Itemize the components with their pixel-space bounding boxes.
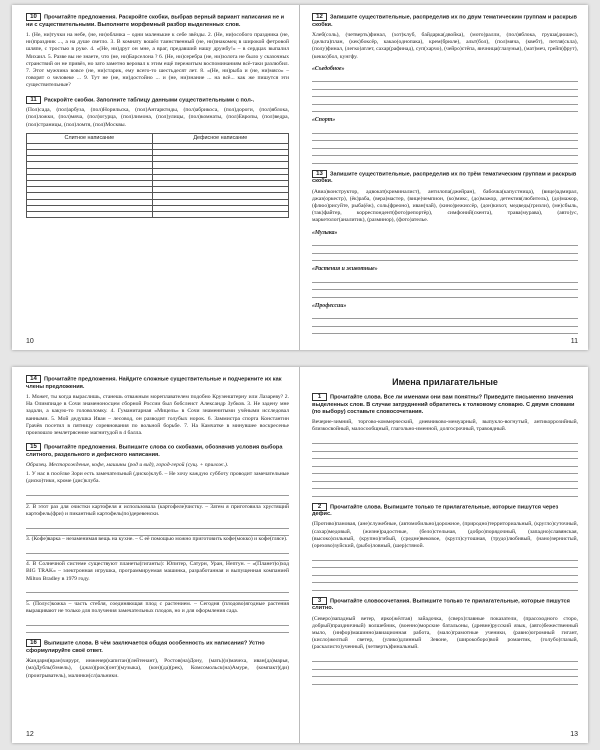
task-instruction: [312, 503, 578, 519]
instruction-text: Раскройте скобки. Заполните таблицу данными существительными с пол-.: [44, 97, 255, 103]
task-instruction: [26, 639, 289, 655]
page-number: 13: [570, 731, 578, 738]
answer-lines[interactable]: [26, 489, 289, 504]
instruction-text: Прочитайте предложения. Выпишите слова со скобками, обозначив условия выбора слитного, раздельного и дефисного написания.: [26, 444, 283, 458]
answer-lines[interactable]: [312, 126, 578, 164]
task-instruction: [26, 375, 289, 391]
task-text: Вечерне-зимний, торгово-коммерческий, дневниково-мемуарный, выпукло-вогнутый, антикоррозийный, близкосвойный, малосообщный, глагольно-именной, долгосрочный, травоядный.: [312, 419, 578, 433]
task-number: 3: [312, 597, 327, 605]
instruction-text: Выпишите слова. В чём заключается общая особенность их написания? Устно сформулируйте своё ответ.: [26, 640, 265, 654]
instruction-text: Прочитайте предложения. Найдите сложные существительные и подчеркните их как члены предложения.: [26, 376, 282, 390]
task-instruction: [26, 443, 289, 459]
task-paragraph: 5. (Полус)кожка – часть стебля, соединяющая плод с растением. – Сегодня (плодово)ягодные растения выращивают не только для получения замечательных плодов, но и для оформления сада.: [26, 600, 289, 615]
task-12: [312, 13, 578, 164]
answer-lines[interactable]: [312, 655, 578, 685]
task-paragraph: 1. У нас в посёлке Зори есть замечательный (диско)клуб. – Не хочу каждую субботу проводит замечательные (диско)тики, кроме (дис)клуба.: [26, 471, 289, 485]
task-paragraph: 3. (Кофе)варка – незаменимая вещь на кухне. – С её помощью можно приготовить кофе(мокко) и кофе(глясе).: [26, 536, 288, 543]
task-number: 14: [26, 375, 41, 383]
task-1: [312, 393, 578, 497]
task-instruction: [312, 393, 578, 416]
task-number: 16: [26, 639, 41, 647]
instruction-text: Прочитайте слова. Все ли именами они вам понятны? Приведите письменно значения выделенных слов. В случае затруднений обратитесь к толковому словарю. С двумя словами (по выбору) составьте словосочетания.: [312, 394, 575, 415]
task-instruction: [312, 170, 578, 186]
task-text: 1. (Не, ни)тучки на небе, (не, ни)облачка – одни маленькие к себе звёзды. 2. (Не, ни)особого праздника (не, ни)праздник ..., а на душе светло. 3. В комнату вошёл таинственный (не, ни)знакомец в широкой фетровой шляпе, с тростью в руке. 4. «(Не, ни)друг он мне, а враг, предавший нашу дружбу!» – в сердцах выпалил Михаил. 5. Разве вы не знаете, что (не, ни)Барселона ? 6. (Не, ни)серебра (не, ни)золота не было у сказочных странствий он не привёз, но зато заметно веровал к этим ещё пережитым воспоминаниям всё-таки разлюбил. 7. Этот мужчина вовсе (не, ни)старик, ему всего-то шестьдесят лет. 8. «(Не, ни)рыба и (не, ни)мясо» – говорят о человеке ... 9. Тут не (не, ни)достойно ... и (не, ни)знание ... на всё... как же пишутся эти существительные?: [26, 31, 289, 89]
task-number: 10: [26, 13, 41, 21]
answer-lines[interactable]: [312, 75, 578, 113]
answer-lines[interactable]: [312, 553, 578, 591]
task-text: Жандарм(вран)хирург, инженер(капитан)(лейтенант), Ростов(на)Дону, (мать)(и)мачеха, иван(да)марья, (ма)Дубль(бэмель), (джаз)(рок)(онт)(музыка), (кон)(да)(рек), Комсомольск(на)Амуре, (компакт)(ди)(проигрыватель), малинки(сл)альники.: [26, 658, 289, 679]
task-14: [26, 375, 289, 437]
group-label: «Профессии»: [312, 302, 347, 309]
answer-lines[interactable]: [312, 239, 578, 262]
table-header: Слитное написание: [27, 133, 153, 143]
answer-lines[interactable]: [26, 546, 289, 561]
task-16: [26, 639, 289, 680]
task-text: (Пол)сада, (пол)арбуза, (пол)Норильска, (пол)Антарктиды, (пол)абрикоса, (пол)дороги, (пол)яблока, (пол)ложки, (пол)мяча, (пол)огурца, (пол)лимона, (пол)улицы, (пол)комнаты, (пол)Европы, (пол)ведра, (пол)страницы, (пол)ломтя, (пол)Москвы.: [26, 107, 289, 128]
page-13: [300, 367, 588, 743]
task-number: 2: [312, 503, 327, 511]
task-number: 15: [26, 443, 41, 451]
example-text: Образец. Месторождение, кофе, машины (род и вид), город-герой (сущ. + прилож.).: [26, 462, 229, 468]
task-10: [26, 13, 289, 90]
answer-table: [26, 133, 289, 218]
task-number: 12: [312, 13, 327, 21]
task-instruction: [26, 96, 289, 105]
page-12: [12, 367, 300, 743]
task-text: (Северо)западный ветер, ярко(жёлтая) зайадочка, (сверх)главные показатели, (прасоходного сторо, добрый)праздничный) волшебник, (военно)морские батальоны, (древне)русский язык, (авто)бежественный мыло, (инфор)машинно)авиационная работа, (мало)грамотные ученики, (равно)огромный гигант, (кисло)желтый светер, (улико)длинный Зевоне, (широкоборо)вой романтик, (голубо)глазый, (раскалисто)ученный, (четверть)финальный.: [312, 615, 578, 651]
group-label: «Спорт»: [312, 117, 336, 124]
task-instruction: [26, 13, 289, 29]
task-paragraph: 4. В Солнечной системе существуют планеты(гиганты): Юпитер, Сатурн, Уран, Нептун. – «(Планет)о)ход BIG TRAK» – электронная игрушка, программируемая машинка, разработанная и выпущенная компанией Milton Bradley в 1979 году.: [26, 561, 289, 582]
page-10: [12, 5, 300, 350]
instruction-text: Запишите существительные, распределив их по трём тематическим группам и раскрыв скобки.: [312, 171, 577, 185]
answer-lines[interactable]: [26, 521, 289, 536]
instruction-text: Прочитайте слова. Выпишите только те прилагательные, которые пишутся через дефис.: [312, 503, 559, 518]
page-number: 10: [26, 338, 34, 345]
task-3: [312, 597, 578, 685]
spread-bottom: [12, 367, 588, 743]
task-instruction: [312, 13, 578, 29]
answer-lines[interactable]: [312, 312, 578, 335]
answer-lines[interactable]: [312, 275, 578, 298]
answer-lines[interactable]: [26, 586, 289, 601]
task-paragraph: 2. В этот раз для очистки картофеля я использовала (картофеле)чистку. – Затем я приготовила хрустящий картофель(фри) и пикантный картофель(по)деревенски.: [26, 503, 289, 517]
task-text: 1. Может, ты когда выраслишь, станешь отважным мореплавателем подобно Крузенштерну или Лазареву? 2. На Олимпиаде в Сочи знаменоносцем сборной России был бобслеист Александр Зубков. 3. Не задену мне задали, а какую-то головоломку. 4. Гуманитарная «Мицель» в Сочи знаменитыми учёными исследовал ванными. 5. Мой дедушка Иван – лесовод, он разводит голубых норок. 6. Заммистра спорта Константин Грачёв посетил в пятницу соревнования по вольной борьбе. 7. На Камчатке в минувшее воскресенье произошло землетрясение магнитудой в 4 балла.: [26, 393, 289, 436]
task-text: Хлеб(соль), (четверть)финал, (хот)клуб, байдарка(двойка), (мото)ралли, (пол)яблока, груша(дюшес), (дельта)план, (кек)боксёр, какао(однопака), крем(брюле), альт(бол), (пол)мяча, (квебт), петля(скла), (полу)финал, (легко)атлет, сахар(рафинад), суп(харчо), (чейро)стёпа, яичница(глазунья), (мат)меч, грейп(фрут), (кекко)бол, кунгфу.: [312, 31, 578, 60]
table-header: Дефисное написание: [152, 133, 288, 143]
page-number: 11: [570, 338, 578, 345]
section-heading: Имена прилагательные: [392, 377, 498, 387]
instruction-text: Прочитайте предложения. Раскройте скобки, выбрав верный вариант написания не и ни с существительными. Выполните морфемный разбор выделенных слов.: [26, 14, 285, 28]
task-text: (Противо)пановая, (ане)служебные, (автомобильно)дорожное, (природно)территориальный, (кругло)суточный, (сахар)медовый, (жизне)радостные, (бело)стельная, (добро)порядочный, (западно)славянская, (высоко)сильный, (крупно)гибый, (средне)вековое, (кругл)сутошная, (трудо)любивый, (нано)зернистый, (орехово)зуйский, (рыбо)ловный, (шер)стяной.: [312, 521, 578, 549]
task-11: [26, 96, 289, 219]
task-number: 11: [26, 96, 41, 104]
group-label: «Музыка»: [312, 229, 338, 236]
instruction-text: Прочитайте словосочетания. Выпишите только те прилагательные, которые пишутся слитно.: [312, 598, 570, 612]
answer-lines[interactable]: [26, 618, 289, 633]
task-2: [312, 503, 578, 591]
group-label: «Растения и животные»: [312, 266, 378, 273]
answer-lines[interactable]: [312, 437, 578, 497]
page-11: [300, 5, 588, 350]
table-cell[interactable]: [152, 211, 288, 217]
task-number: 1: [312, 393, 327, 401]
page-number: 12: [26, 731, 34, 738]
spread-top: [12, 5, 588, 350]
task-number: 13: [312, 170, 327, 178]
task-15: [26, 443, 289, 633]
table-cell[interactable]: [27, 211, 153, 217]
table-row: [27, 211, 289, 217]
task-instruction: [312, 597, 578, 613]
task-text: (Авиа)конструктор, адвокат(криминалист), антилопа(джейран), бабочка(капустница), (вице)адмирал, джаз(оркестр), (ёк)раба, (вера)мастер, (вице)чемпион, (ко)микс, (до)мажор, детектив(любитель), (до)мажор, (флюо)рисуйте, рыба(ёж), соль(фреоно), иван(чай), (кино)режиссёр, (дон)кихот, медведь(гризли), (ме)сбыль, (так)файтер, корреспондент(фото)репортёр), симфоний(скента), трава(мурава), (авто)ус, маркетолог(аналитик), (разминор), (фото)ателье.: [312, 188, 578, 224]
group-label: «Съедобное»: [312, 65, 345, 72]
instruction-text: Запишите существительные, распределив их по двум тематическим группам и раскрыв скобки.: [312, 14, 577, 28]
task-13: [312, 170, 578, 334]
